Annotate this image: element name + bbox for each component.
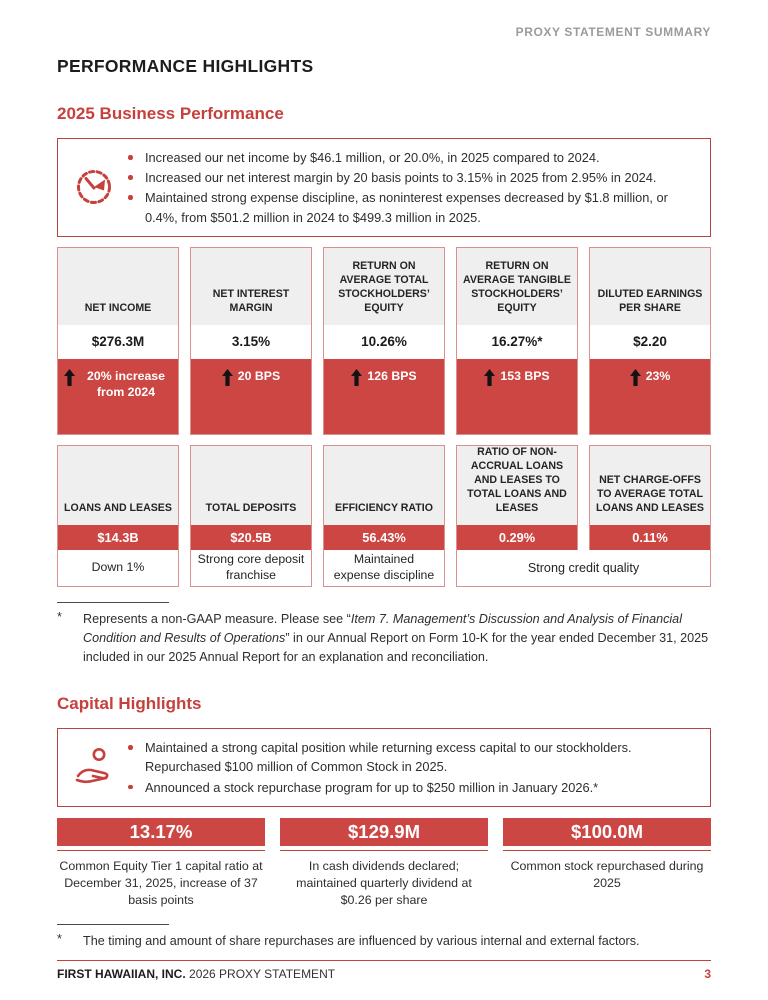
page-footer xyxy=(57,960,711,981)
footnote-non-gaap xyxy=(57,602,711,667)
stat-description: Common Equity Tier 1 capital ratio at December 31, 2025, increase of 37 basis points xyxy=(59,858,263,907)
metric-card-change-label: 153 BPS xyxy=(500,368,550,383)
up-arrow-icon xyxy=(351,369,362,391)
credit-quality-note: Strong credit quality xyxy=(456,550,711,587)
footnote-marker: * xyxy=(57,609,62,624)
metric-cards-row-1 xyxy=(57,247,711,435)
stat-value: 13.17% xyxy=(57,818,265,846)
up-arrow-icon xyxy=(630,369,641,391)
hand-coin-icon xyxy=(66,746,122,788)
business-performance-callout-box xyxy=(57,138,711,237)
bullet-item: Increased our net interest margin by 20 basis points to 3.15% in 2025 from 2.95% in 2024. xyxy=(122,168,696,187)
metric-card-value: 10.26% xyxy=(324,325,444,359)
section-heading-capital-highlights: Capital Highlights xyxy=(57,694,202,714)
footnote-marker: * xyxy=(57,932,62,947)
footnote-italic-citation: Item 7. Management’s Discussion and Analysis of Financial Condition and Results of Operations xyxy=(83,611,682,645)
section-heading-business-performance: 2025 Business Performance xyxy=(57,104,284,123)
metric-card-change xyxy=(590,359,710,434)
bullet-item: Announced a stock repurchase program for up to $250 million in January 2026.* xyxy=(122,778,696,797)
metric-card-value: 0.29% xyxy=(457,525,577,550)
metric-card-nonaccrual-ratio xyxy=(456,445,578,550)
metric-card-change xyxy=(58,359,178,434)
capital-highlights-callout-box xyxy=(57,728,711,807)
metric-card-title: DILUTED EARNINGS PER SHARE xyxy=(590,248,710,325)
credit-quality-card-group xyxy=(456,445,711,587)
footer-page-number: 3 xyxy=(704,967,711,981)
metric-card-diluted-eps xyxy=(589,247,711,435)
metric-card-title: EFFICIENCY RATIO xyxy=(324,446,444,525)
bullet-item: Increased our net income by $46.1 million, or 20.0%, in 2025 compared to 2024. xyxy=(122,148,696,167)
metric-card-title: RETURN ON AVERAGE TANGIBLE STOCKHOLDERS’ EQUITY xyxy=(457,248,577,325)
metric-card-change-label: 20 BPS xyxy=(237,368,281,383)
metric-card-value: 3.15% xyxy=(191,325,311,359)
metric-card-title: NET CHARGE-OFFS TO AVERAGE TOTAL LOANS AND LEASES xyxy=(590,446,710,525)
footnote-text: The timing and amount of share repurchases are influenced by various internal and external factors. xyxy=(83,934,640,949)
footnote-separator xyxy=(57,602,169,603)
metric-card-value: $2.20 xyxy=(590,325,710,359)
metric-card-total-deposits xyxy=(190,445,312,587)
capital-highlights-bullets xyxy=(122,737,696,798)
stat-stock-repurchased xyxy=(503,818,711,909)
metric-card-change xyxy=(324,359,444,434)
metric-card-title: TOTAL DEPOSITS xyxy=(191,446,311,525)
metric-card-loans-and-leases xyxy=(57,445,179,587)
stat-underline xyxy=(503,850,711,851)
stat-underline xyxy=(57,850,265,851)
footnote-separator xyxy=(57,924,169,925)
stat-value: $100.0M xyxy=(503,818,711,846)
stat-description: Common stock repurchased during 2025 xyxy=(510,858,704,890)
document-header-label: PROXY STATEMENT SUMMARY xyxy=(515,25,711,39)
metric-card-return-avg-tangible-equity xyxy=(456,247,578,435)
metric-card-change-label: 20% increase from 2024 xyxy=(87,368,165,399)
metric-card-return-avg-total-equity xyxy=(323,247,445,435)
page-title: PERFORMANCE HIGHLIGHTS xyxy=(57,56,314,76)
business-performance-bullets xyxy=(122,147,696,228)
metric-card-net-income xyxy=(57,247,179,435)
metric-card-change xyxy=(191,359,311,434)
metric-card-note: Strong core deposit franchise xyxy=(191,550,311,586)
footer-left xyxy=(57,967,335,981)
metric-card-title: LOANS AND LEASES xyxy=(58,446,178,525)
metric-card-change xyxy=(457,359,577,434)
metric-card-change-label: 126 BPS xyxy=(367,368,417,383)
footnote-text: Represents a non-GAAP measure. Please see “Item 7. Management’s Discussion and Analysis of Financial Condition and Results of Operations” in our Annual Report on Form 10-K for the year ended December 31, 2025 included in our 2025 Annual Report for an explanation and reconciliation. xyxy=(83,611,709,665)
metric-card-title: NET INCOME xyxy=(58,248,178,325)
metric-card-change-label: 23% xyxy=(645,368,671,383)
footer-document-name: 2026 PROXY STATEMENT xyxy=(189,967,336,981)
capital-stats-row xyxy=(57,818,711,909)
footer-company-name: FIRST HAWAIIAN, INC. xyxy=(57,967,186,981)
metric-card-note: Down 1% xyxy=(58,550,178,586)
metric-cards-row-2 xyxy=(57,445,711,587)
stat-value: $129.9M xyxy=(280,818,488,846)
footnote-repurchase xyxy=(57,924,711,951)
up-arrow-icon xyxy=(484,369,495,391)
metric-card-note: Maintained expense discipline xyxy=(324,550,444,586)
metric-card-value: 56.43% xyxy=(324,525,444,550)
up-arrow-icon xyxy=(64,369,75,391)
stat-underline xyxy=(280,850,488,851)
metric-card-value: $14.3B xyxy=(58,525,178,550)
gauge-icon xyxy=(66,166,122,208)
up-arrow-icon xyxy=(222,369,233,391)
metric-card-title: RETURN ON AVERAGE TOTAL STOCKHOLDERS’ EQUITY xyxy=(324,248,444,325)
stat-cet1-ratio xyxy=(57,818,265,909)
stat-cash-dividends xyxy=(280,818,488,909)
bullet-item: Maintained strong expense discipline, as noninterest expenses decreased by $1.8 million, or 0.4%, from $501.2 million in 2024 to $499.3 million in 2025. xyxy=(122,188,696,226)
metric-card-value: 0.11% xyxy=(590,525,710,550)
metric-card-value: 16.27%* xyxy=(457,325,577,359)
metric-card-value: $20.5B xyxy=(191,525,311,550)
metric-card-title: RATIO OF NON-ACCRUAL LOANS AND LEASES TO TOTAL LOANS AND LEASES xyxy=(457,446,577,525)
metric-card-net-charge-offs xyxy=(589,445,711,550)
stat-description: In cash dividends declared; maintained quarterly dividend at $0.26 per share xyxy=(296,858,472,907)
metric-card-title: NET INTEREST MARGIN xyxy=(191,248,311,325)
metric-card-net-interest-margin xyxy=(190,247,312,435)
metric-card-value: $276.3M xyxy=(58,325,178,359)
bullet-item: Maintained a strong capital position while returning excess capital to our stockholders. Repurchased $100 million of Common Stock in 2025. xyxy=(122,738,696,776)
metric-card-efficiency-ratio xyxy=(323,445,445,587)
